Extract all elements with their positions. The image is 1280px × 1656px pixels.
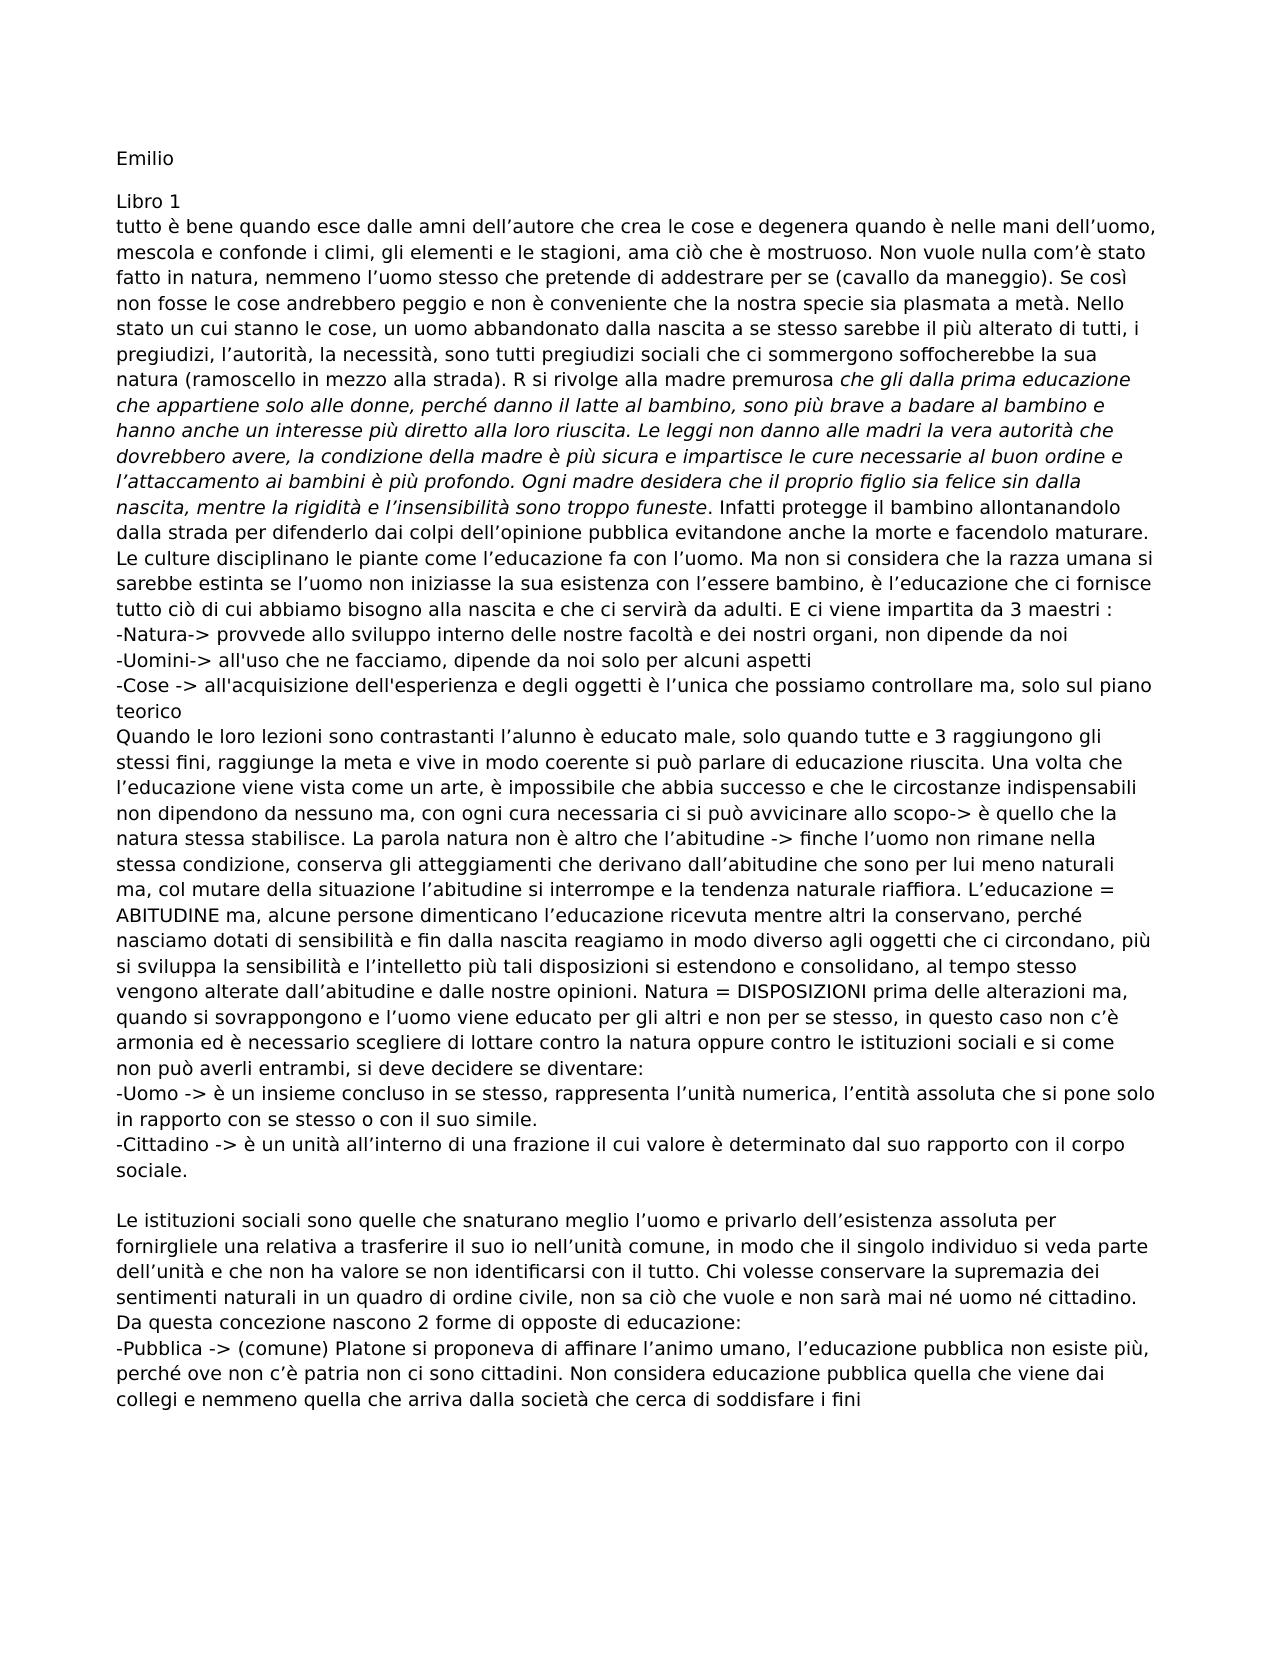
document-page: [116, 147, 1156, 1413]
paragraph-education: Quando le loro lezioni sono contrastanti l’alunno è educato male, solo quando tutte e 3 raggiungono gli stessi fini, raggiunge la meta e vive in modo coerente si può parlare di educazione riuscita. Una volta che l’educazione viene vista come un arte, è impossibile che abbia successo e che le circostanze indispensabili non dipendono da nessuno ma, con ogni cura necessaria ci si può avvicinare allo scopo-> è quello che la natura stessa stabilisce. La parola natura non è altro che l’abitudine -> finche l’uomo non rimane nella stessa condizione, conserva gli atteggiamenti che derivano dall’abitudine che sono per lui meno naturali ma, col mutare della situazione l’abitudine si interrompe e la tendenza naturale riaffiora. L’educazione = ABITUDINE ma, alcune persone dimenticano l’educazione ricevuta mentre altri la conservano, perché nasciamo dotati di sensibilità e fin dalla nascita reagiamo in modo diverso agli oggetti che ci circondano, più si sviluppa la sensibilità e l’intelletto più tali disposizioni si estendono e consolidano, al tempo stesso vengono alterate dall’abitudine e dalle nostre opinioni. Natura = DISPOSIZIONI prima delle alterazioni ma, quando si sovrappongono e l’uomo viene educato per gli altri e non per se stesso, in questo caso non c’è armonia ed è necessario scegliere di lottare contro la natura oppure contro le istituzioni sociali e si come non può averli entrambi, si deve decidere se diventare:: [116, 726, 1151, 1080]
paragraph-public-education: -Pubblica -> (comune) Platone si proponeva di affinare l’animo umano, l’educazione pubblica non esiste più, perché ove non c’è patria non ci sono cittadini. Non considera educazione pubblica quella che viene dai collegi e nemmeno quella che arriva dalla società che cerca di soddisfare i fini: [116, 1337, 1150, 1411]
list-item-uomo: -Uomo -> è un insieme concluso in se stesso, rappresenta l’unità numerica, l’entità assoluta che si pone solo in rapporto con se stesso o con il suo simile.: [116, 1083, 1156, 1131]
paragraph-intro-text-b: . Infatti protegge il bambino allontanandolo dalla strada per difenderlo dai colpi dell’opinione pubblica evitandone anche la morte e facendolo maturare. Le culture disciplinano le piante come l’educazione fa con l’uomo. Ma non si considera che la razza umana si sarebbe estinta se l’uomo non iniziasse la sua esistenza con l’essere bambino, è l’educazione che ci fornisce tutto ciò di cui abbiamo bisogno alla nascita e che ci servirà da adulti. E ci viene impartita da 3 maestri :: [116, 496, 1154, 621]
paragraph-institutions: Le istituzioni sociali sono quelle che snaturano meglio l’uomo e privarlo dell’esistenza assoluta per fornirgliele una relativa a trasferire il suo io nell’unità comune, in modo che il singolo individuo si veda parte dell’unità e che non ha valore se non identificarsi con il tutto. Chi volesse conservare la supremazia dei sentimenti naturali in un quadro di ordine civile, non sa ciò che vuole e non sarà mai né uomo né cittadino. Da questa concezione nascono 2 forme di opposte di educazione:: [116, 1210, 1149, 1334]
document-title: Emilio: [116, 148, 174, 170]
list-item-cose: -Cose -> all'acquisizione dell'esperienza e degli oggetti è l’unica che possiamo controllare ma, solo sul piano teorico: [116, 675, 1152, 723]
paragraph-intro: [116, 215, 1156, 623]
list-item-natura: -Natura-> provvede allo sviluppo interno delle nostre facoltà e dei nostri organi, non dipende da noi: [116, 624, 1069, 646]
chapter-heading: Libro 1: [116, 190, 182, 213]
paragraph-intro-italic: che gli dalla prima educazione che appartiene solo alle donne, perché danno il latte al bambino, sono più brave a badare al bambino e hanno anche un interesse più diretto alla loro riuscita. Le leggi non danno alle madri la vera autorità che dovrebbero avere, la condizione della madre è più sicura e impartisce le cure necessarie al buon ordine e l’attaccamento ai bambini è più profondo. Ogni madre desidera che il proprio figlio sia felice sin dalla nascita, mentre la rigidità e l’insensibilità sono troppo funeste: [116, 369, 1131, 519]
paragraph-intro-text-a: tutto è bene quando esce dalle amni dell’autore che crea le cose e degenera quando è nelle mani dell’uomo, mescola e confonde i climi, gli elementi e le stagioni, ama ciò che è mostruoso. Non vuole nulla com’è stato fatto in natura, nemmeno l’uomo stesso che pretende di addestrare per se (cavallo da maneggio). Se così non fosse le cose andrebbero peggio e non è conveniente che la nostra specie sia plasmata a metà. Nello stato un cui stanno le cose, un uomo abbandonato dalla nascita a se stesso sarebbe il più alterato di tutti, i pregiudizi, l’autorità, la necessità, sono tutti pregiudizi sociali che ci sommergono soffocherebbe la sua natura (ramoscello in mezzo alla strada). R si rivolge alla madre premurosa: [116, 216, 1156, 391]
list-item-cittadino: -Cittadino -> è un unità all’interno di una frazione il cui valore è determinato dal suo rapporto con il corpo sociale.: [116, 1134, 1126, 1182]
list-item-uomini: -Uomini-> all'uso che ne facciamo, dipende da noi solo per alcuni aspetti: [116, 649, 812, 672]
